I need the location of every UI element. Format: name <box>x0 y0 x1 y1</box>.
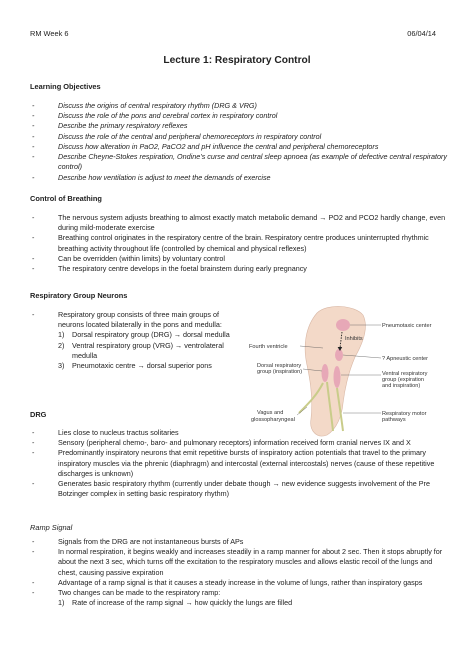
page-title: Lecture 1: Respiratory Control <box>163 55 311 66</box>
list-item <box>30 310 240 371</box>
header-course: RM Week 6 <box>30 29 69 38</box>
pneumotaxic-center-shape <box>336 319 350 331</box>
list-item: - Two changes can be made to the respiratory ramp: 1) Rate of increase of the ramp signal → how quickly the lungs are filled <box>30 588 450 608</box>
brainstem-respiratory-centers-figure <box>245 303 445 440</box>
drg-heading: DRG <box>30 410 47 419</box>
dorsal-group-shape <box>322 364 329 382</box>
inhibits-label: Inhibits <box>345 336 363 342</box>
apneustic-label: ? Apneustic center <box>382 356 429 362</box>
learning-objectives-heading: Learning Objectives <box>30 82 101 91</box>
list-item: - Predominantly inspiratory neurons that emit repetitive bursts of inspiratory action potentials that travel to the primary inspiratory muscles via the phrenic (diaphragm) and intercostal (external intercostals) nerves (cause of these repetitive discharges is unknown) <box>30 448 450 479</box>
list-item: - Sensory (peripheral chemo-, baro- and pulmonary receptors) information received form cranial nerves IX and X <box>30 438 450 448</box>
control-of-breathing-heading: Control of Breathing <box>30 194 102 203</box>
header-date: 06/04/14 <box>407 29 436 38</box>
list-item: - Generates basic respiratory rhythm (currently under debate though → new evidence suggests involvement of the Pre Botzinger complex in setting basic respiratory rhythm) <box>30 479 450 499</box>
respiratory-group-intro: Respiratory group consists of three main groups of neurons located bilaterally in the pons and medulla: <box>58 310 222 330</box>
numbered-item: 1) Dorsal respiratory group (DRG) → dorsal medulla <box>58 330 230 340</box>
numbered-item: 2) Ventral respiratory group (VRG) → ventrolateral medulla <box>58 340 224 360</box>
apneustic-center-shape <box>335 349 343 361</box>
list-item: - In normal respiration, it begins weakly and increases steadily in a ramp manner for about 2 sec. Then it stops abruptly for about the next 3 sec, which turns off the excitation to the respiratory muscles and allows elastic recoil of the lungs and chest, causing passive expiration <box>30 547 450 578</box>
list-item: - Describe Cheyne-Stokes respiration, Ondine’s curse and central sleep apnoea (as example of defective central respiratory control) <box>30 152 450 172</box>
list-item: - Discuss the role of the pons and cerebral cortex in respiratory control <box>30 111 450 121</box>
fourth-ventricle-label: Fourth ventricle <box>249 344 288 350</box>
list-item: - The respiratory centre develops in the foetal brainstem during early pregnancy <box>30 264 448 274</box>
list-item: - Signals from the DRG are not instantaneous bursts of APs <box>30 537 450 547</box>
respiratory-group-numbered <box>58 330 240 371</box>
vagus-label-1: Vagus and <box>257 410 284 416</box>
respiratory-group-heading: Respiratory Group Neurons <box>30 291 128 300</box>
list-item: - Describe how ventilation is adjust to meet the demands of exercise <box>30 173 450 183</box>
control-of-breathing-list <box>30 213 448 274</box>
learning-objectives-list <box>30 101 450 183</box>
ramp-signal-heading: Ramp Signal <box>30 523 73 532</box>
list-item: - Discuss the role of the central and peripheral chemoreceptors in respiratory control <box>30 132 450 142</box>
dorsal-group-label-1: Dorsal respiratory <box>257 363 302 369</box>
vagus-label-2: glossopharyngeal <box>251 417 295 423</box>
ramp-signal-list <box>30 537 450 609</box>
pneumotaxic-label: Pneumotaxic center <box>382 323 432 329</box>
list-item: - Describe the primary respiratory reflexes <box>30 121 450 131</box>
ventral-group-label-2: group (expiration <box>382 377 424 383</box>
list-item: - Discuss the origins of central respiratory rhythm (DRG & VRG) <box>30 101 450 111</box>
list-item: - Can be overridden (within limits) by voluntary control <box>30 254 448 264</box>
dorsal-group-label-2: group (inspiration) <box>257 369 303 375</box>
ventral-group-label-3: and inspiration) <box>382 383 421 389</box>
list-item: - Breathing control originates in the respiratory centre of the brain. Respiratory centre produces uninterrupted rhythmic breathing activity throughout life (controlled by chemical and physical reflexes) <box>30 233 448 253</box>
respiratory-group-list <box>30 310 240 371</box>
ramp-signal-numbered <box>58 598 450 608</box>
numbered-item: 1) Rate of increase of the ramp signal → how quickly the lungs are filled <box>58 598 293 608</box>
list-item: - Advantage of a ramp signal is that it causes a steady increase in the volume of lungs, rather than inspiratory gasps <box>30 578 450 588</box>
motor-pathways-label-2: pathways <box>382 417 406 423</box>
drg-list <box>30 428 450 500</box>
ventral-group-label-1: Ventral respiratory <box>382 371 428 377</box>
ventral-group-shape <box>334 366 341 388</box>
list-item: - Lies close to nucleus tractus solitaries <box>30 428 450 438</box>
list-item: - Discuss how alteration in PaO2, PaCO2 and pH influence the central and peripheral chemoreceptors <box>30 142 450 152</box>
numbered-item: 3) Pneumotaxic centre → dorsal superior pons <box>58 361 212 371</box>
list-item: - The nervous system adjusts breathing to almost exactly match metabolic demand → PO2 and PCO2 hardly change, even during mild-moderate exercise <box>30 213 448 233</box>
motor-pathways-label-1: Respiratory motor <box>382 411 427 417</box>
